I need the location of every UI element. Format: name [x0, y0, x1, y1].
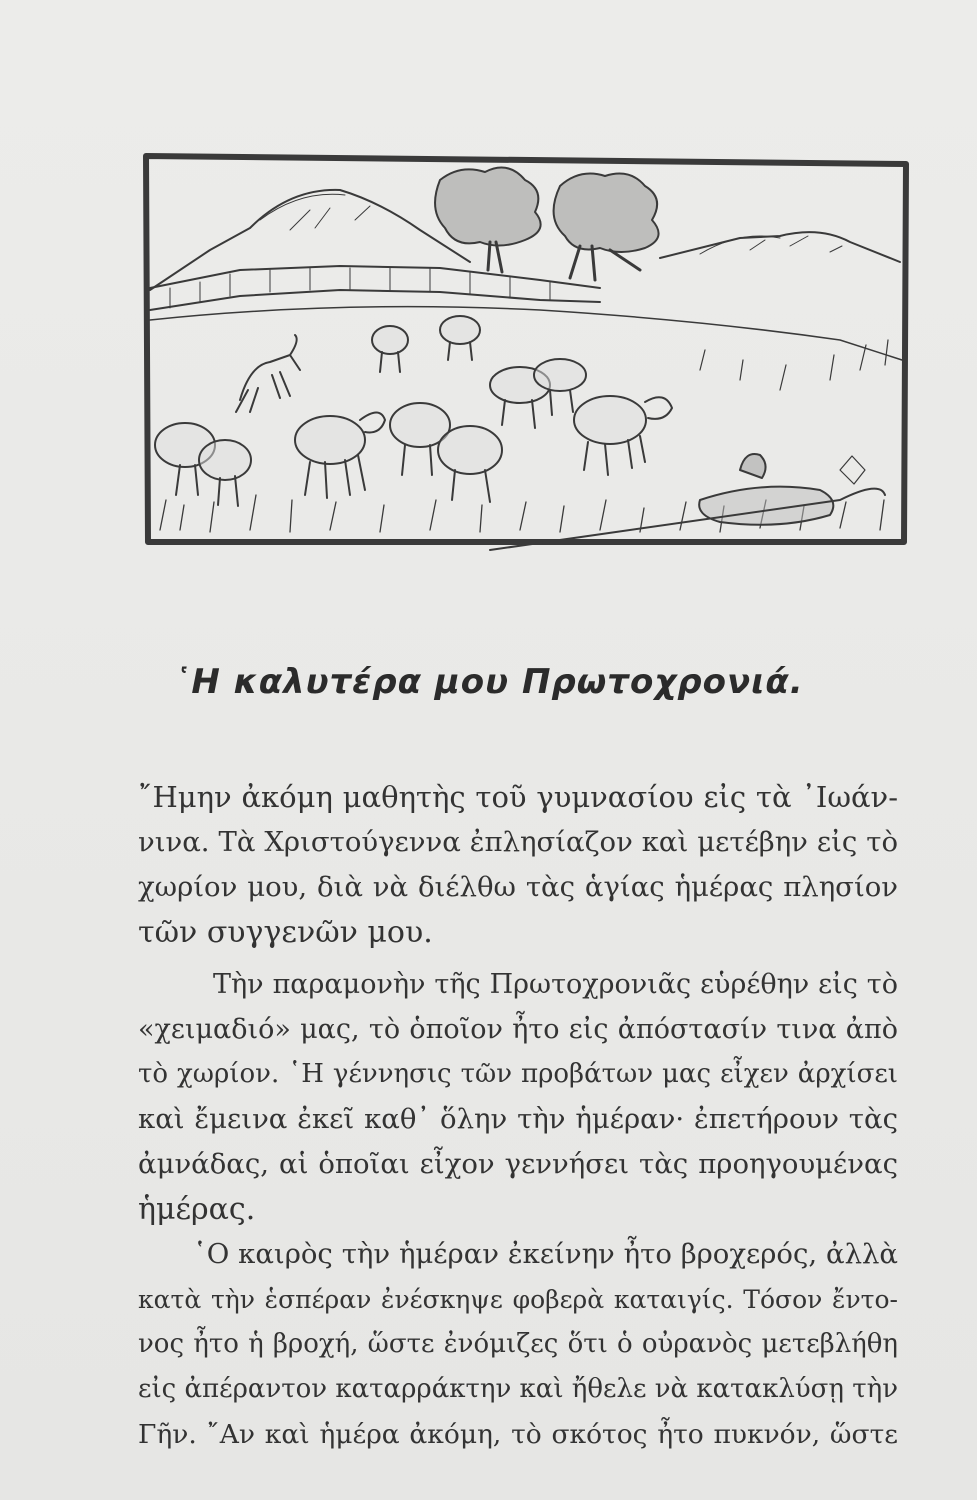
text-line: ἡμέρας. [138, 1192, 256, 1227]
text-line: τῶν συγγενῶν μου. [138, 915, 433, 950]
text-line: καὶ ἔμεινα ἐκεῖ καθ᾿ ὅλην τὴν ἡμέραν· ἐπετήρουν τὰς [138, 1103, 898, 1135]
chapter-title: ῾Η καλυτέρα μου Πρωτοχρονιά. [173, 662, 804, 702]
paragraph [138, 962, 898, 1232]
paragraph [138, 1232, 898, 1457]
body-text [138, 775, 898, 1457]
text-line: εἰς ἀπέραντον καταρράκτην καὶ ἤθελε νὰ κατακλύσῃ τὴν [138, 1374, 898, 1404]
text-line: κατὰ τὴν ἑσπέραν ἐνέσκηψε φοβερὰ καταιγίς. Τόσον ἔντο- [138, 1285, 898, 1314]
text-line: ἀμνάδας, αἱ ὁποῖαι εἶχον γεννήσει τὰς προηγουμένας [138, 1148, 898, 1180]
text-line: ῎Ημην ἀκόμη μαθητὴς τοῦ γυμνασίου εἰς τὰ ᾿Ιωάν- [138, 780, 898, 814]
text-line: Τὴν παραμονὴν τῆς Πρωτοχρονιᾶς εὑρέθην εἰς τὸ [213, 969, 898, 1000]
text-line: «χειμαδιό» μας, τὸ ὁποῖον ἦτο εἰς ἀπόστασίν τινα ἀπὸ [138, 1014, 898, 1045]
text-line: χωρίον μου, διὰ νὰ διέλθω τὰς ἁγίας ἡμέρας πλησίον [138, 871, 898, 903]
text-line: ῾Ο καιρὸς τὴν ἡμέραν ἐκείνην ἦτο βροχερός, ἀλλὰ [193, 1238, 898, 1270]
paragraph [138, 775, 898, 955]
pastoral-illustration [140, 150, 910, 555]
text-line: Γῆν. ῎Αν καὶ ἡμέρα ἀκόμη, τὸ σκότος ἦτο πυκνόν, ὥστε [138, 1419, 898, 1450]
text-line: νος ἦτο ἡ βροχή, ὥστε ἐνόμιζες ὅτι ὁ οὐρανὸς μετεβλήθη [138, 1329, 898, 1359]
text-line: νινα. Τὰ Χριστούγεννα ἐπλησίαζον καὶ μετέβην εἰς τὸ [138, 826, 898, 858]
text-line: τὸ χωρίον. ῾Η γέννησις τῶν προβάτων μας εἶχεν ἀρχίσει [138, 1059, 898, 1089]
